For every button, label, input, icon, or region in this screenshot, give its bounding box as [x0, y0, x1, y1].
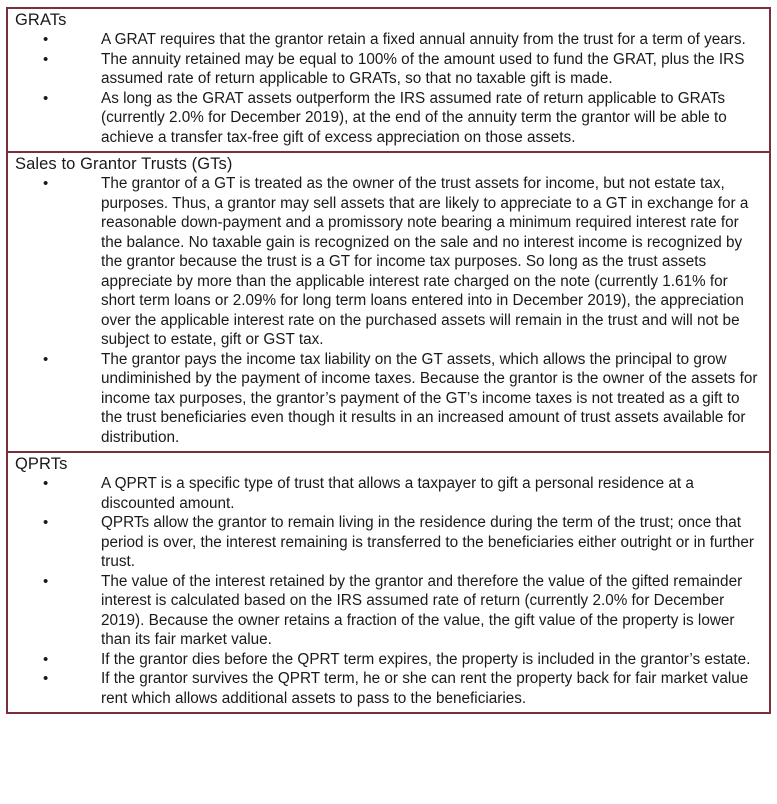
section-title-qprts: QPRTs	[15, 455, 68, 473]
list-item	[15, 89, 761, 148]
bullet-icon: •	[43, 670, 49, 687]
bullet-list-qprts	[15, 474, 761, 708]
list-item	[15, 50, 761, 89]
section-grantor-trusts	[8, 151, 769, 451]
bullet-icon: •	[43, 350, 49, 368]
list-item	[15, 350, 761, 448]
list-item	[15, 650, 761, 670]
section-qprts	[8, 451, 769, 712]
bullet-text: The value of the interest retained by the grantor and therefore the value of the gifted remainder interest is calculated based on the IRS assumed rate of return (currently 2.0% for December 2019). Because the owner retains a fraction of the value, the gift value of the property is lower than its fair market value.	[101, 572, 743, 648]
bullet-list-grantor-trusts	[15, 174, 761, 447]
bullet-text: A GRAT requires that the grantor retain a fixed annual annuity from the trust for a term of years.	[101, 31, 746, 48]
section-grats	[8, 9, 769, 151]
bullet-icon: •	[43, 50, 49, 68]
list-item	[15, 669, 761, 708]
bullet-list-grats	[15, 30, 761, 147]
bullet-icon: •	[43, 175, 49, 192]
section-title-grantor-trusts: Sales to Grantor Trusts (GTs)	[15, 155, 233, 173]
bullet-text: If the grantor survives the QPRT term, he or she can rent the property back for fair market value rent which allows additional assets to pass to the beneficiaries.	[101, 670, 749, 707]
bullet-icon: •	[43, 514, 49, 531]
list-item	[15, 30, 761, 50]
list-item	[15, 174, 761, 350]
bullet-text: The grantor pays the income tax liability on the GT assets, which allows the principal to grow undiminished by the payment of income taxes. Because the grantor is the owner of the assets for income tax purposes, the grantor’s payment of the GT’s income taxes is not treated as a gift to the trust beneficiaries even though it results in an increased amount of trust assets available for distribution.	[101, 350, 758, 446]
bullet-icon: •	[43, 572, 49, 590]
bullet-text: QPRTs allow the grantor to remain living in the residence during the term of the trust; once that period is over, the interest remaining is transferred to the beneficiaries either outright or in further trust.	[101, 514, 755, 570]
list-item	[15, 513, 761, 572]
section-title-grats: GRATs	[15, 11, 67, 29]
list-item	[15, 474, 761, 513]
bullet-text: If the grantor dies before the QPRT term expires, the property is included in the grantor’s estate.	[101, 650, 751, 668]
strategies-table	[6, 7, 771, 714]
list-item	[15, 572, 761, 650]
bullet-icon: •	[43, 475, 49, 492]
bullet-text: A QPRT is a specific type of trust that allows a taxpayer to gift a personal residence at a discounted amount.	[101, 475, 694, 512]
bullet-text: The grantor of a GT is treated as the owner of the trust assets for income, but not estate tax, purposes. Thus, a grantor may sell assets that are likely to appreciate to a GT in exchange for a reasonable down-payment and a promissory note bearing a minimum required interest rate for the balance. No taxable gain is recognized on the sale and no interest income is recognized by the grantor because the trust is a GT for income tax purposes. So long as the trust assets appreciate by more than the applicable interest rate charged on the note (currently 1.61% for short term loans or 2.09% for long term loans entered into in December 2019), the appreciation over the applicable interest rate on the purchased assets will remain in the trust and will not be subject to estate, gift or GST tax.	[101, 175, 749, 348]
bullet-icon: •	[43, 650, 49, 668]
bullet-text: The annuity retained may be equal to 100% of the amount used to fund the GRAT, plus the IRS assumed rate of return applicable to GRATs, so that no taxable gift is made.	[101, 50, 745, 87]
bullet-icon: •	[43, 89, 49, 107]
bullet-text: As long as the GRAT assets outperform the IRS assumed rate of return applicable to GRATs (currently 2.0% for December 2019), at the end of the annuity term the grantor will be able to achieve a transfer tax-free gift of excess appreciation on those assets.	[101, 89, 727, 146]
bullet-icon: •	[43, 31, 49, 48]
